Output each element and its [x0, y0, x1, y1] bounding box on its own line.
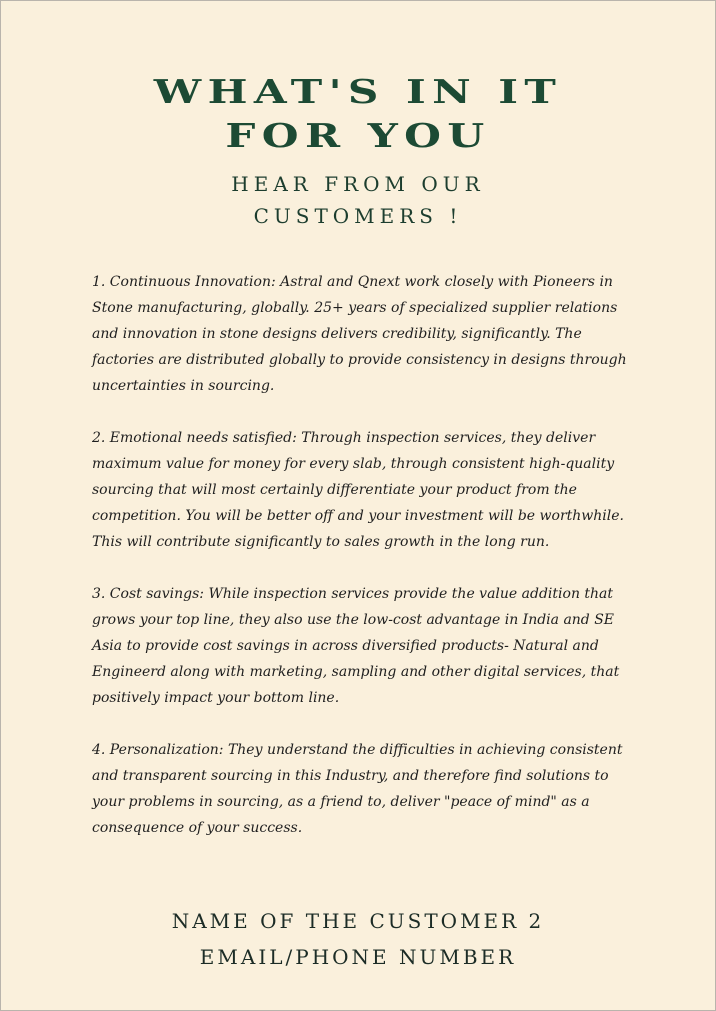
- paragraph-innovation: 1. Continuous Innovation: Astral and Qnext work closely with Pioneers in Stone manufacturing, globally. 25+ years of specialized supplier relations and innovation in stone designs delivers credibility, significantly. The factories are distributed globally to provide consistency in designs through uncertainties in sourcing.: [92, 274, 627, 394]
- paragraph-cost-savings: 3. Cost savings: While inspection services provide the value addition that grows your top line, they also use the low-cost advantage in India and SE Asia to provide cost savings in across diversified products- Natural and Engineerd along with marketing, sampling and other digital services, that positively impact your bottom line.: [92, 586, 620, 706]
- page-title-line1: WHAT'S IN IT: [153, 72, 563, 111]
- subtitle-line2: CUSTOMERS !: [253, 204, 463, 228]
- body-text: [92, 269, 637, 867]
- customer-contact: EMAIL/PHONE NUMBER: [199, 945, 517, 969]
- subtitle-line1: HEAR FROM OUR: [231, 172, 485, 196]
- page-title-line2: FOR YOU: [225, 116, 491, 155]
- customer-name: NAME OF THE CUSTOMER 2: [171, 909, 545, 933]
- paragraph-personalization: 4. Personalization: They understand the difficulties in achieving consistent and transparent sourcing in this Industry, and therefore find solutions to your problems in sourcing, as a friend to, deliver "peace of mind" as a consequence of your success.: [92, 742, 623, 836]
- paragraph-emotional-needs: 2. Emotional needs satisfied: Through inspection services, they deliver maximum value for money for every slab, through consistent high-quality sourcing that will most certainly differentiate your product from the competition. You will be better off and your investment will be worthwhile. This will contribute significantly to sales growth in the long run.: [92, 430, 624, 550]
